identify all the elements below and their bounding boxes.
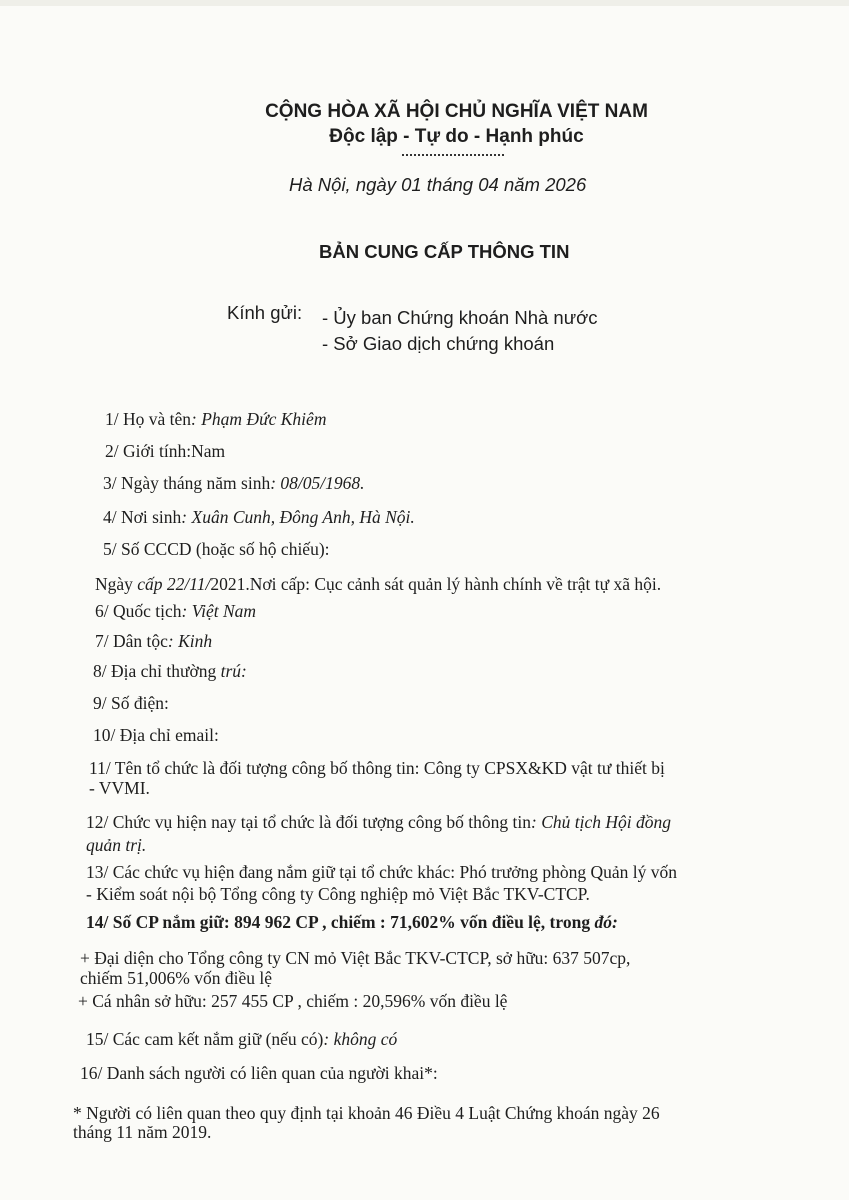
recipients-label: Kính gửi: [227, 302, 303, 323]
field-8-address: 8/ Địa chỉ thường trú: [93, 661, 247, 681]
field-15-commitments: 15/ Các cam kết nắm giữ (nếu có): không có [86, 1029, 398, 1049]
field-13-other-positions-cont: - Kiểm soát nội bộ Tổng công ty Công nghiệp mỏ Việt Bắc TKV-CTCP. [86, 884, 590, 904]
document-title: BẢN CUNG CẤP THÔNG TIN [319, 241, 570, 262]
field-14-representative-cont: chiếm 51,006% vốn điều lệ [80, 968, 272, 988]
field-13-other-positions: 13/ Các chức vụ hiện đang nắm giữ tại tổ chức khác: Phó trưởng phòng Quản lý vốn [86, 862, 678, 882]
recipient-2: - Sở Giao dịch chứng khoán [322, 333, 555, 354]
date-line: Hà Nội, ngày 01 tháng 04 năm 2026 [289, 174, 587, 195]
field-3-birthdate: 3/ Ngày tháng năm sinh: 08/05/1968. [103, 473, 365, 493]
field-11-organization-cont: - VVMI. [89, 778, 150, 798]
field-2-gender: 2/ Giới tính:Nam [105, 441, 226, 461]
field-10-email: 10/ Địa chỉ email: [93, 725, 219, 745]
field-1-name: 1/ Họ và tên: Phạm Đức Khiêm [105, 409, 327, 429]
field-14-shares: 14/ Số CP nắm giữ: 894 962 CP , chiếm : 71,602% vốn điều lệ, trong đó: [86, 912, 618, 932]
footnote: * Người có liên quan theo quy định tại khoản 46 Điều 4 Luật Chứng khoán ngày 26 [73, 1103, 660, 1123]
national-motto: Độc lập - Tự do - Hạnh phúc [329, 126, 584, 147]
footnote-cont: tháng 11 năm 2019. [73, 1122, 212, 1142]
field-14-representative: + Đại diện cho Tổng công ty CN mỏ Việt Bắc TKV-CTCP, sở hữu: 637 507cp, [80, 948, 631, 968]
field-12-position-cont: quản trị. [86, 835, 147, 855]
field-6-nationality: 6/ Quốc tịch: Việt Nam [95, 601, 257, 621]
header-separator [402, 154, 504, 156]
field-11-organization: 11/ Tên tổ chức là đối tượng công bố thông tin: Công ty CPSX&KD vật tư thiết bị [89, 758, 665, 778]
recipient-1: - Ủy ban Chứng khoán Nhà nước [322, 307, 598, 328]
field-7-ethnicity: 7/ Dân tộc: Kinh [95, 631, 213, 651]
field-14-personal: + Cá nhân sở hữu: 257 455 CP , chiếm : 20,596% vốn điều lệ [78, 991, 508, 1011]
field-5-id: 5/ Số CCCD (hoặc số hộ chiếu): [103, 539, 330, 559]
field-5-issue: Ngày cấp 22/11/2021.Nơi cấp: Cục cảnh sát quản lý hành chính về trật tự xã hội. [95, 574, 662, 594]
scan-edge [0, 0, 849, 6]
field-4-birthplace: 4/ Nơi sinh: Xuân Cunh, Đông Anh, Hà Nội. [103, 507, 415, 527]
field-9-phone: 9/ Số điện: [93, 693, 169, 713]
national-title: CỘNG HÒA XÃ HỘI CHỦ NGHĨA VIỆT NAM [265, 101, 648, 122]
field-16-related-persons: 16/ Danh sách người có liên quan của người khai*: [80, 1063, 438, 1083]
field-12-position: 12/ Chức vụ hiện nay tại tổ chức là đối tượng công bố thông tin: Chủ tịch Hội đồng [86, 812, 672, 832]
